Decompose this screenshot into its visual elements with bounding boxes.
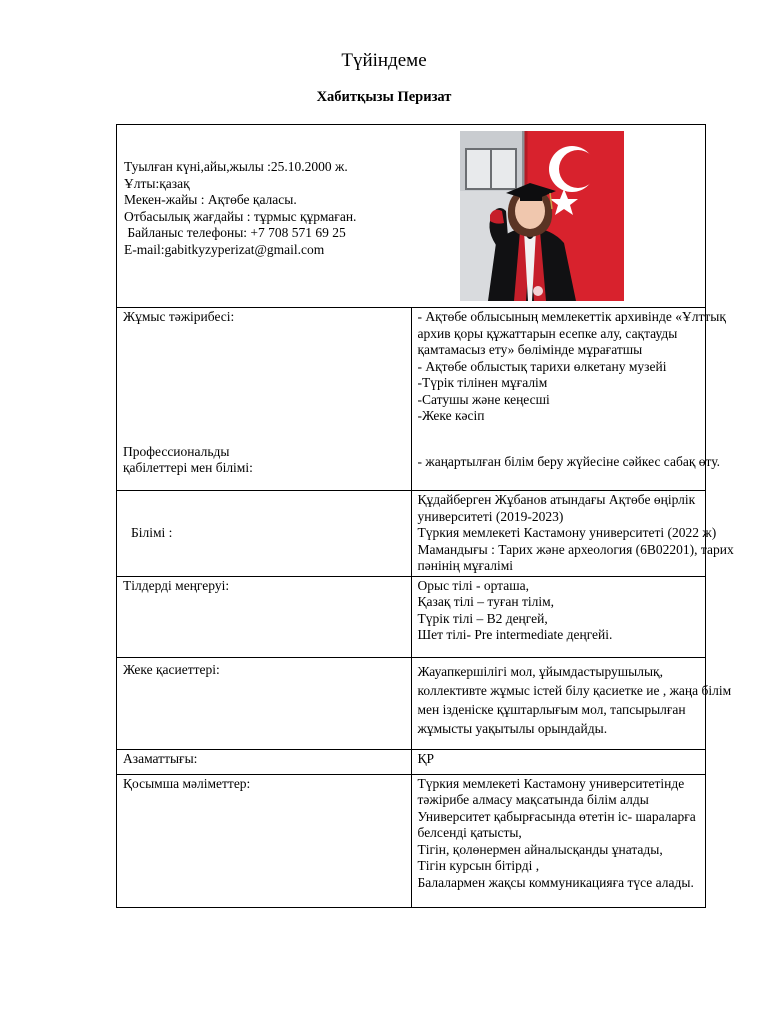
- experience-line: - Ақтөбе облысының мемлекеттік архивінде «Ұлттық: [417, 309, 726, 324]
- additional-row: [117, 774, 706, 907]
- personal-info: [124, 159, 356, 258]
- experience-line: -Сатушы және кеңесші: [417, 391, 550, 407]
- education-line: пәнінің мұғалімі: [417, 558, 513, 573]
- education-label: Білімі :: [131, 525, 173, 540]
- personal-info-row: [117, 125, 706, 308]
- email: E-mail:gabitkyzyperizat@gmail.com: [124, 241, 325, 257]
- additional-line: Балалармен жақсы коммуникацияға түсе алады.: [417, 874, 694, 890]
- citizenship-row: [117, 749, 706, 774]
- language-line: Қазақ тілі – туған тілім,: [417, 594, 555, 609]
- language-line: Орыс тілі - орташа,: [417, 577, 529, 593]
- citizenship-label: Азаматтығы:: [123, 750, 198, 766]
- skills-label-line1: Профессиональды: [123, 443, 230, 459]
- additional-line: Университет қабырғасында өтетін іс- шараларға: [417, 808, 696, 824]
- qualities-row: [117, 657, 706, 749]
- qualities-label: Жеке қасиеттері:: [123, 661, 220, 677]
- skills-value: - жаңартылған білім беру жүйесіне сәйкес сабақ өту.: [417, 453, 720, 469]
- family-status: Отбасылық жағдайы : тұрмыс құрмаған.: [124, 208, 357, 224]
- phone: Байланыс телефоны: +7 708 571 69 25: [124, 225, 346, 240]
- qualities-line: жұмысты уақытылы орындайды.: [417, 720, 608, 736]
- education-line: Мамандығы : Тарих және археология (6В02201), тарих: [417, 541, 734, 557]
- skills-label-line2: қабілеттері мен білімі:: [123, 460, 253, 475]
- languages-row: [117, 576, 706, 657]
- experience-row: [117, 308, 706, 491]
- education-line: Түркия мемлекеті Кастамону университеті (2022 ж): [417, 525, 717, 540]
- education-line: Құдайберген Жұбанов атындағы Ақтөбе өңірлік: [417, 492, 696, 507]
- address: Мекен-жайы : Ақтөбе қаласы.: [124, 192, 297, 207]
- experience-line: - Ақтөбе облыстық тарихи өлкетану музейі: [417, 358, 667, 374]
- qualities-line: мен ізденіске құштарлығым мол, тапсырылған: [417, 701, 686, 717]
- resume-table: [116, 124, 734, 908]
- experience-line: -Жеке кәсіп: [417, 408, 485, 423]
- language-line: Шет тілі- Pre intermediate деңгейі.: [417, 627, 613, 642]
- person-name: Хабитқызы Перизат: [316, 89, 452, 105]
- additional-line: Түркия мемлекеті Кастамону университетінде: [417, 775, 685, 791]
- experience-label: Жұмыс тәжірибесі:: [123, 309, 235, 324]
- experience-line: қамтамасыз ету» бөлімінде мұрағатшы: [417, 342, 643, 357]
- additional-label: Қосымша мәліметтер:: [123, 775, 251, 791]
- education-row: [117, 491, 706, 577]
- qualities-line: коллективте жұмыс істей білу қасиетке ие , жаңа білім: [417, 682, 732, 698]
- languages-label: Тілдерді меңгеруі:: [123, 577, 230, 593]
- experience-line: архив қоры құжаттарын есепке алу, сақтауды: [417, 325, 678, 341]
- language-line: Түрік тілі – В2 деңгей,: [417, 610, 548, 626]
- nationality: Ұлты:қазақ: [124, 175, 190, 191]
- additional-line: белсенді қатысты,: [417, 825, 522, 840]
- birth-date: Туылған күні,айы,жылы :25.10.2000 ж.: [124, 159, 348, 174]
- additional-line: тәжірибе алмасу мақсатында білім алды: [417, 792, 649, 807]
- qualities-line: Жауапкершілігі мол, ұйымдастырушылық,: [417, 663, 663, 679]
- experience-line: -Түрік тілінен мұғалім: [417, 375, 548, 390]
- education-line: университеті (2019-2023): [417, 508, 564, 524]
- citizenship-value: ҚР: [417, 750, 435, 766]
- additional-line: Тігін, қолөнермен айналысқанды ұнатады,: [417, 841, 663, 857]
- profile-photo: [460, 131, 624, 301]
- document-title: Түйіндеме: [341, 50, 427, 71]
- additional-line: Тігін курсын бітірді ,: [417, 858, 540, 873]
